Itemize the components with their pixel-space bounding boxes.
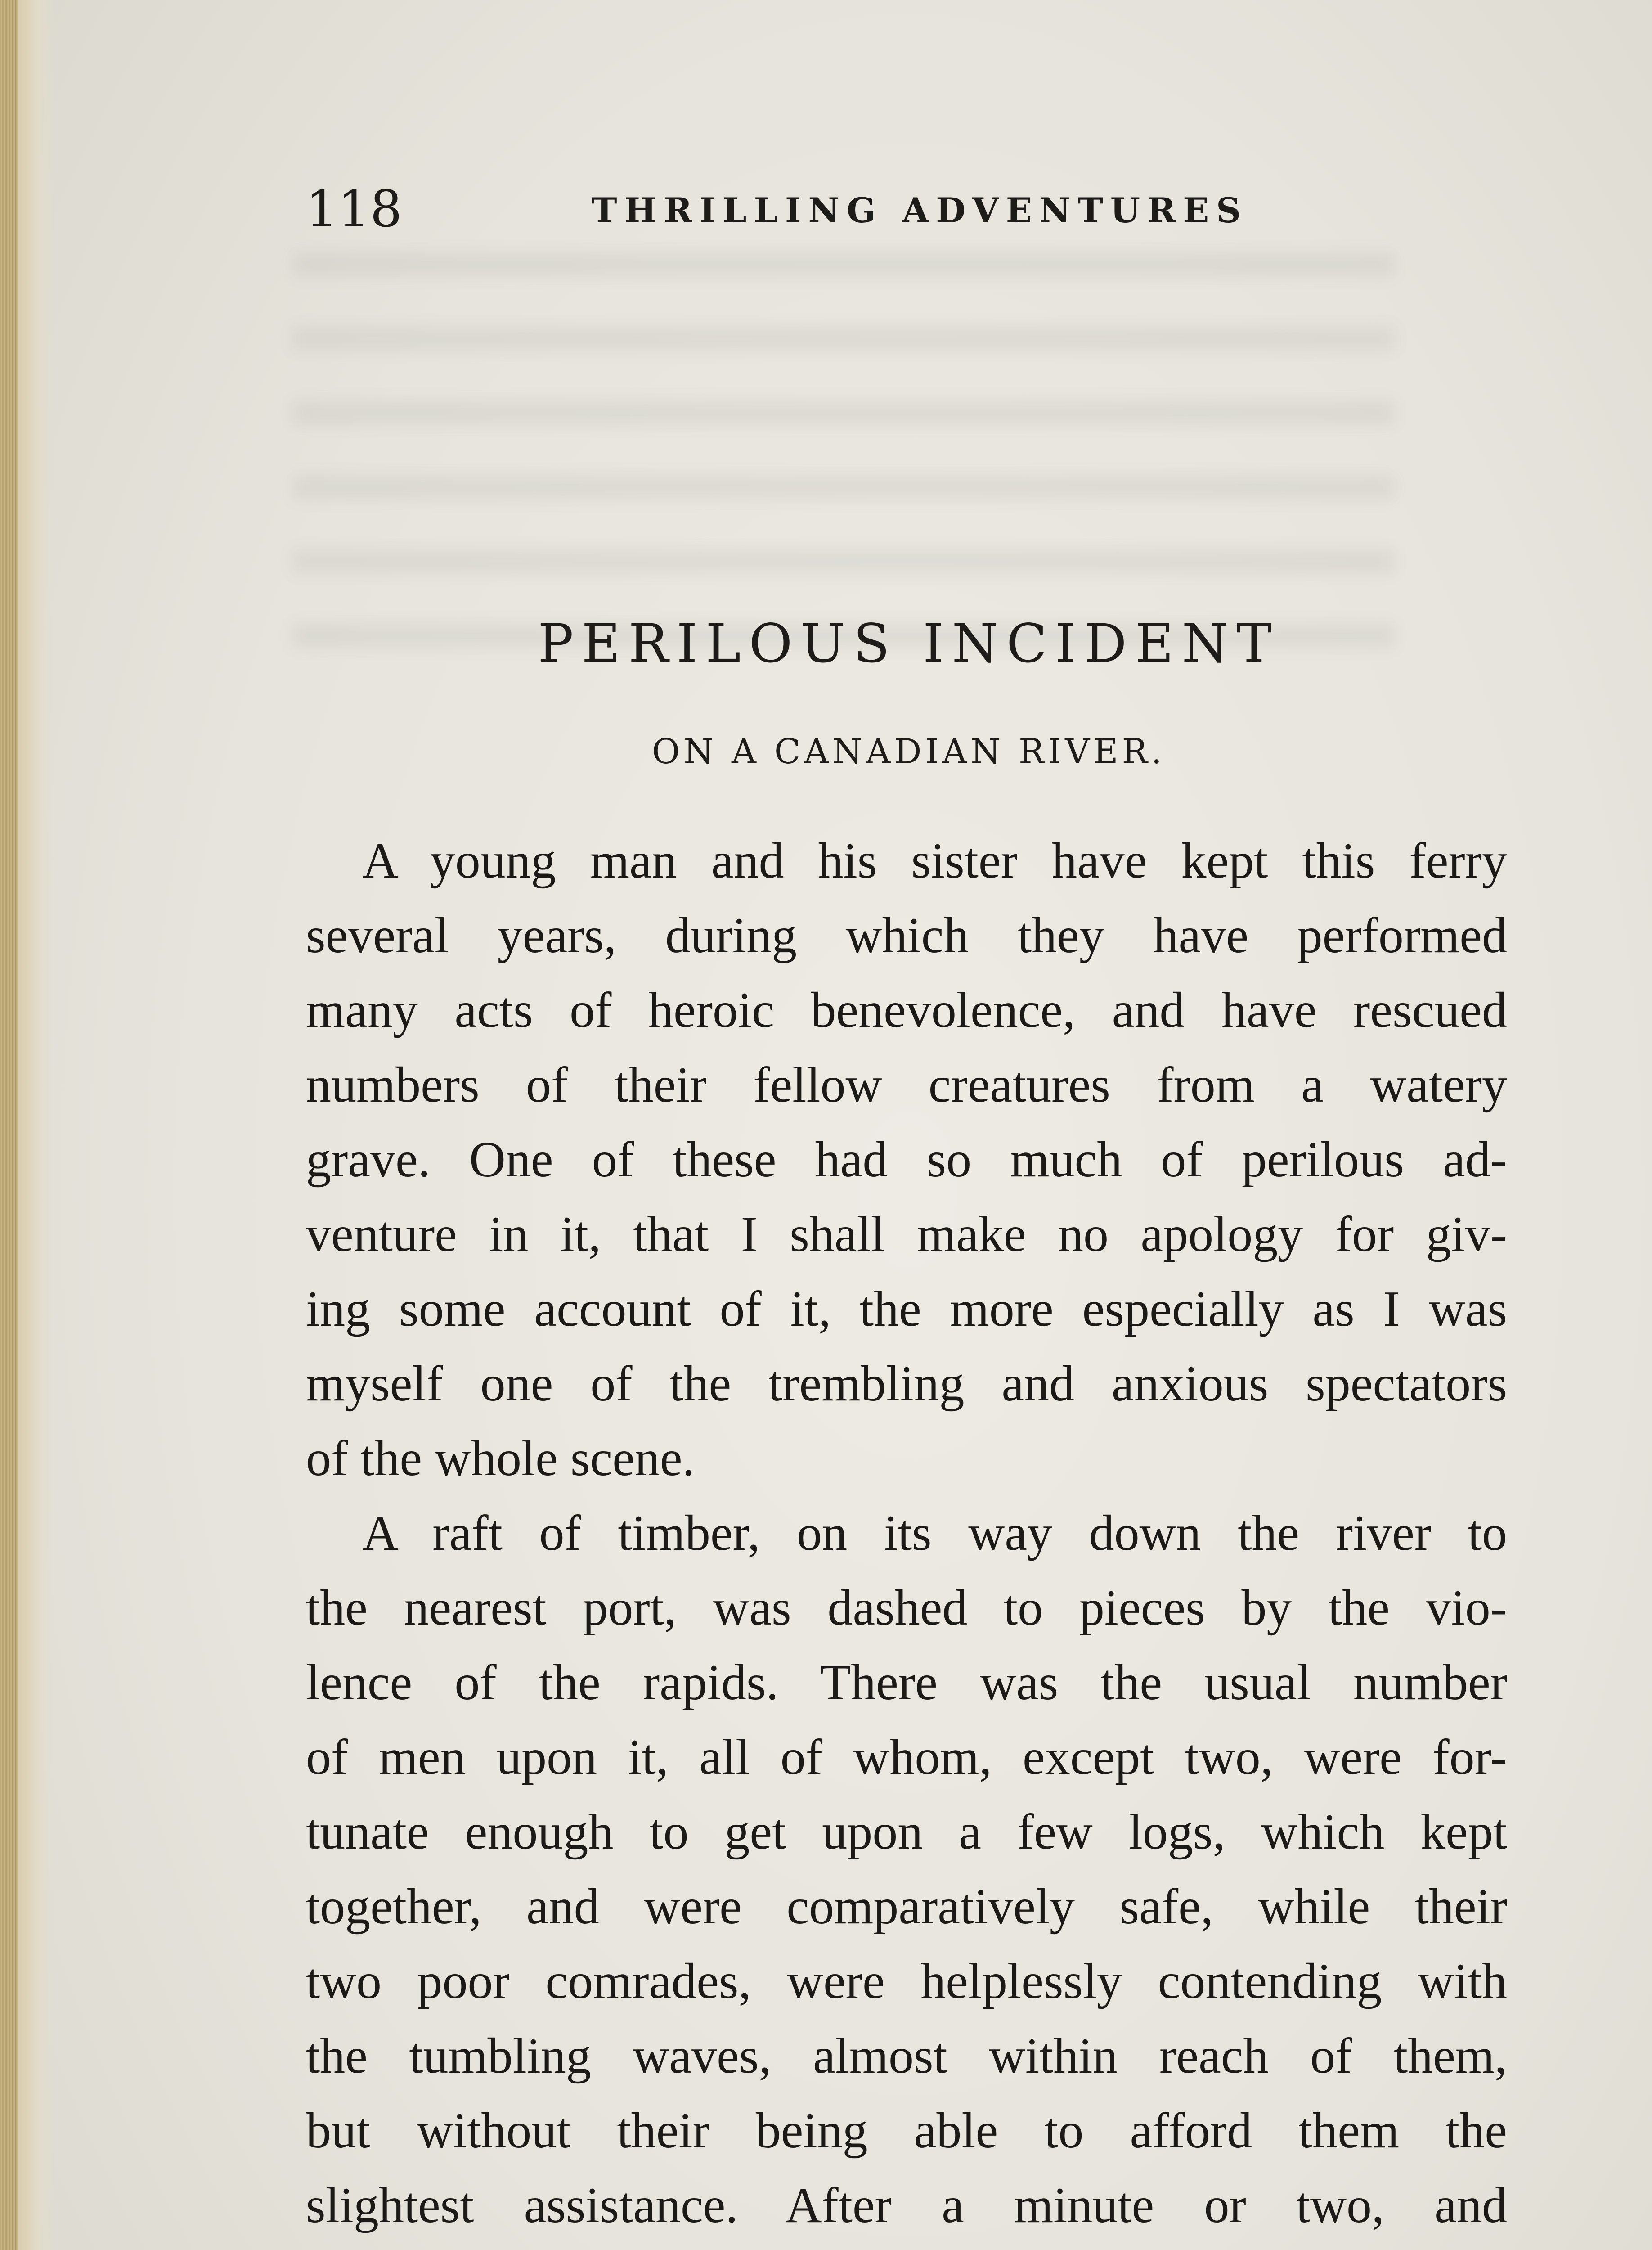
article-body (306, 824, 1507, 2250)
text-line: together, and were comparatively safe, while their (306, 1879, 1507, 1935)
text-line: of the whole scene. (306, 1431, 695, 1486)
text-line: slightest assistance. After a minute or two, and (306, 2178, 1507, 2233)
text-line: grave. One of these had so much of perilous ad- (306, 1132, 1507, 1188)
text-line: several years, during which they have performed (306, 908, 1507, 963)
text-line (306, 2243, 1507, 2250)
page-edges (0, 0, 18, 2250)
text-line: of men upon it, all of whom, except two, were for- (306, 1729, 1507, 1785)
text-line: but without their being able to afford them the (306, 2103, 1507, 2159)
text-line: myself one of the trembling and anxious spectators (306, 1356, 1507, 1412)
text-line: the tumbling waves, almost within reach of them, (306, 2028, 1507, 2084)
paragraph-2 (306, 1496, 1507, 2250)
article-subtitle: ON A CANADIAN RIVER. (652, 731, 1166, 771)
text-line: A raft of timber, on its way down the river to (362, 1505, 1507, 1561)
text-line: the nearest port, was dashed to pieces by the vio- (306, 1580, 1507, 1636)
paragraph-1 (306, 824, 1507, 1496)
text-line: two poor comrades, were helplessly contending with (306, 1953, 1507, 2009)
text-line: lence of the rapids. There was the usual number (306, 1655, 1507, 1710)
article-title: PERILOUS INCIDENT (538, 612, 1280, 675)
text-line: A young man and his sister have kept this ferry (362, 833, 1507, 889)
text-line: tunate enough to get upon a few logs, which kept (306, 1804, 1507, 1860)
page-number: 118 (306, 180, 402, 238)
page-header (306, 178, 1512, 241)
show-through-text (292, 252, 1395, 657)
running-head: THRILLING ADVENTURES (592, 190, 1248, 230)
text-line: numbers of their fellow creatures from a watery (306, 1057, 1507, 1113)
text-line: ing some account of it, the more especially as I was (306, 1281, 1507, 1337)
text-line: many acts of heroic benevolence, and have rescued (306, 982, 1507, 1038)
text-line: venture in it, that I shall make no apology for giv- (306, 1206, 1507, 1262)
